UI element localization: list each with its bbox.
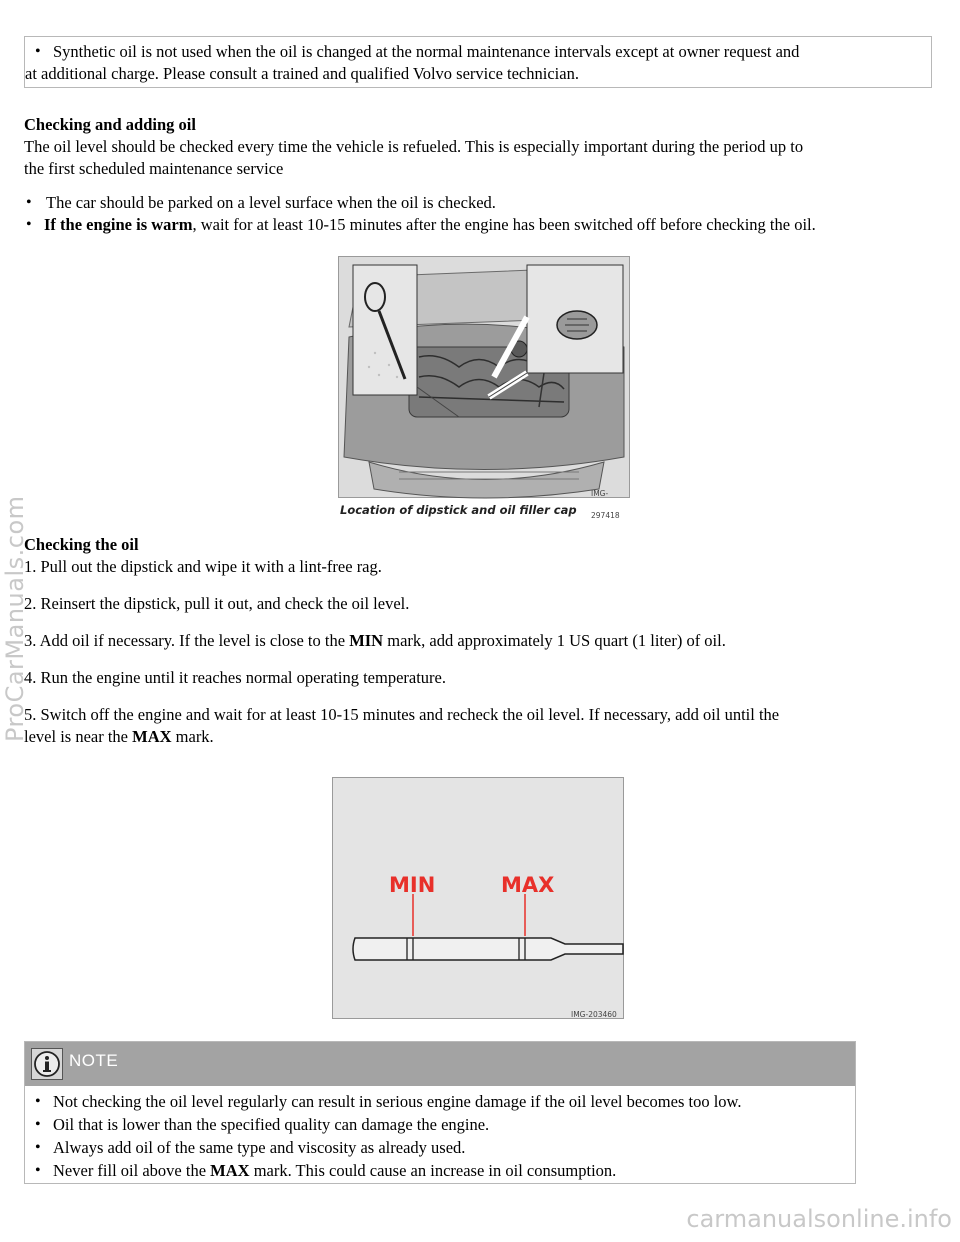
step-2: 2. Reinsert the dipstick, pull it out, and check the oil level. [24, 594, 410, 613]
note-box [24, 1041, 856, 1184]
step-4: 4. Run the engine until it reaches normal operating temperature. [24, 668, 446, 687]
info-icon [31, 1048, 63, 1080]
note-item-3: • Always add oil of the same type and viscosity as already used. [33, 1137, 855, 1159]
engine-bay-image-id: IMG-297418 [591, 489, 620, 520]
left-watermark-text: ProCarManuals.com [1, 495, 29, 742]
intro-line-2: the first scheduled maintenance service [24, 159, 284, 178]
note-item-4-b: mark. This could cause an increase in oil consumption. [249, 1161, 617, 1180]
step-5-line-1: 5. Switch off the engine and wait for at least 10-15 minutes and recheck the oil level. If necessary, add oil until the [24, 705, 780, 724]
dipstick-image-id: IMG-203460 [571, 1010, 617, 1019]
left-watermark [1, 495, 38, 750]
synthetic-oil-bullet: • Synthetic oil is not used when the oil is changed at the normal maintenance intervals except at owner request and [33, 41, 931, 63]
checking-adding-section [24, 114, 936, 236]
level-surface-bullet [24, 192, 936, 214]
min-label: MIN [389, 873, 436, 897]
step-5-b: mark. [171, 727, 214, 746]
dipstick-illustration [333, 778, 623, 1018]
note-list [33, 1091, 855, 1183]
synthetic-oil-note-box [24, 36, 932, 88]
note-header [25, 1042, 855, 1086]
step-3-b: mark, add approximately 1 US quart (1 liter) of oil. [383, 631, 726, 650]
checking-oil-heading: Checking the oil [24, 535, 139, 554]
note-title: NOTE [69, 1051, 119, 1070]
engine-bay-illustration [339, 257, 629, 497]
max-label: MAX [501, 873, 555, 897]
level-surface-text: The car should be parked on a level surface when the oil is checked. [46, 193, 496, 212]
step-5-a: level is near the [24, 727, 133, 746]
step-3 [24, 630, 936, 652]
engine-bay-caption: Location of dipstick and oil filler cap [340, 503, 577, 517]
step-3-a: 3. Add oil if necessary. If the level is close to the [24, 631, 350, 650]
note-item-4-a: Never fill oil above the [53, 1161, 211, 1180]
step-3-min: MIN [349, 631, 384, 650]
step-1: 1. Pull out the dipstick and wipe it with a lint-free rag. [24, 557, 382, 576]
note-item-4-max: MAX [210, 1161, 250, 1180]
step-5-max: MAX [132, 727, 172, 746]
engine-warm-bullet [24, 214, 936, 236]
note-item-2: • Oil that is lower than the specified quality can damage the engine. [33, 1114, 855, 1136]
note-item-1: • Not checking the oil level regularly can result in serious engine damage if the oil level becomes too low. [33, 1091, 855, 1113]
synthetic-oil-continuation: at additional charge. Please consult a trained and qualified Volvo service technician. [25, 64, 579, 83]
checking-adding-heading: Checking and adding oil [24, 115, 196, 134]
engine-warm-bold: If the engine is warm [44, 215, 193, 234]
note-item-4 [33, 1160, 855, 1182]
intro-line-1: The oil level should be checked every time the vehicle is refueled. This is especially important during the period up to [24, 137, 804, 156]
step-5-line-2 [24, 726, 936, 748]
dipstick-figure [332, 777, 624, 1019]
engine-warm-rest: , wait for at least 10-15 minutes after the engine has been switched off before checking the oil. [192, 215, 816, 234]
bottom-watermark: carmanualsonline.info [686, 1205, 952, 1233]
checking-oil-section [24, 534, 936, 748]
